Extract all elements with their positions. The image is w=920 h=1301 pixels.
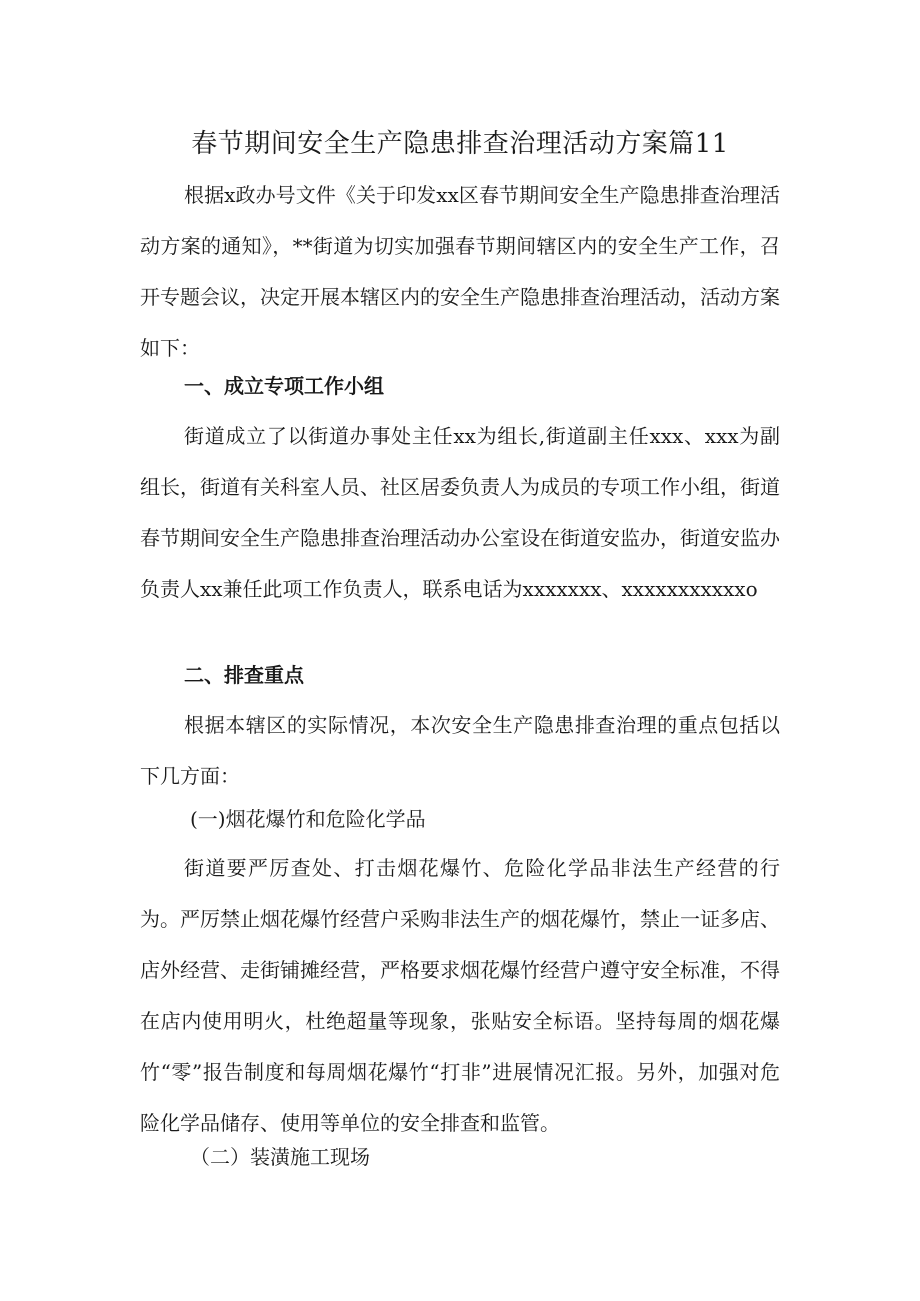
subsection-heading-2: （二）装潢施工现场: [190, 1145, 370, 1169]
section-heading-1: 一、成立专项工作小组: [184, 374, 384, 398]
intro-paragraph: 根据x政办号文件《关于印发xx区春节期间安全生产隐患排查治理活动方案的通知》，**街道为切实加强春节期间辖区内的安全生产工作，召开专题会议，决定开展本辖区内的安全生产隐患排查治理活动，活动方案如下：: [140, 183, 780, 360]
document-title: 春节期间安全生产隐患排查治理活动方案篇11: [191, 129, 729, 159]
subsection-1-paragraph: 街道要严厉查处、打击烟花爆竹、危险化学品非法生产经营的行为。严厉禁止烟花爆竹经营户采购非法生产的烟花爆竹，禁止一证多店、店外经营、走街铺摊经营，严格要求烟花爆竹经营户遵守安全标准，不得在店内使用明火，杜绝超量等现象，张贴安全标语。坚持每周的烟花爆竹“零”报告制度和每周烟花爆竹“打非”进展情况汇报。另外，加强对危险化学品储存、使用等单位的安全排查和监管。: [140, 856, 780, 1135]
subsection-heading-1: (一)烟花爆竹和危险化学品: [190, 807, 426, 831]
section-heading-2: 二、排查重点: [184, 663, 304, 687]
section-2-paragraph: 根据本辖区的实际情况，本次安全生产隐患排查治理的重点包括以下几方面：: [140, 713, 780, 788]
section-1-paragraph: 街道成立了以街道办事处主任xx为组长,街道副主任xxx、xxx为副组长，街道有关科室人员、社区居委负责人为成员的专项工作小组，街道春节期间安全生产隐患排查治理活动办公室设在街道安监办，街道安监办负责人xx兼任此项工作负责人，联系电话为xxxxxxx、xxxxxxxxxxxo: [140, 424, 780, 601]
